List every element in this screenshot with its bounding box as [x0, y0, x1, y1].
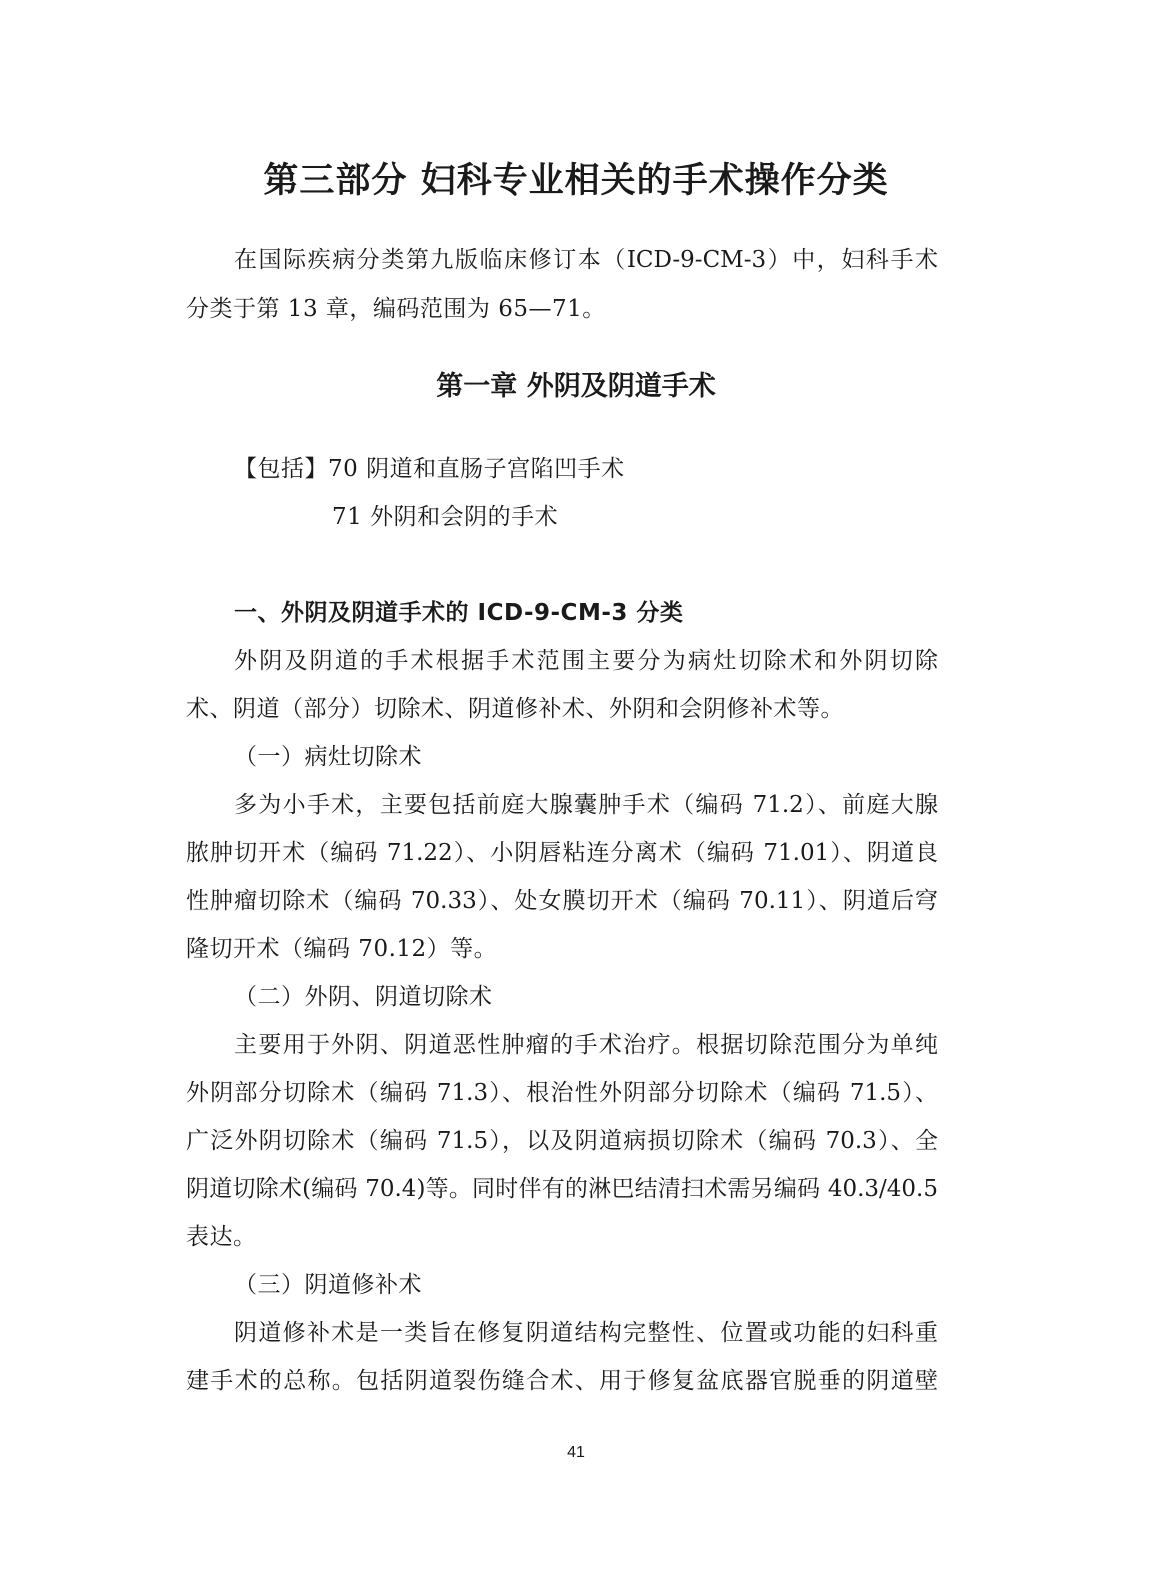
sub2-line-4: 阴道切除术(编码 70.4)等。同时伴有的淋巴结清扫术需另编码 40.3/40.5	[186, 1176, 938, 1202]
sub2-line-2: 外阴部分切除术（编码 71.3）、根治性外阴部分切除术（编码 71.5）、	[186, 1080, 938, 1106]
section-heading: 一、外阴及阴道手术的 ICD-9-CM-3 分类	[234, 600, 684, 626]
section-para-line-2: 术、阴道（部分）切除术、阴道修补术、外阴和会阴修补术等。	[186, 696, 844, 722]
include-line-1: 【包括】70 阴道和直肠子宫陷凹手术	[234, 456, 625, 482]
chapter-heading: 第一章 外阴及阴道手术	[436, 371, 716, 402]
sub1-line-3: 性肿瘤切除术（编码 70.33）、处女膜切开术（编码 70.11）、阴道后穹	[186, 888, 938, 914]
sub1-line-4: 隆切开术（编码 70.12）等。	[186, 936, 498, 962]
sub2-line-1: 主要用于外阴、阴道恶性肿瘤的手术治疗。根据切除范围分为单纯	[234, 1032, 938, 1058]
page-title: 第三部分 妇科专业相关的手术操作分类	[263, 161, 889, 201]
intro-line-2: 分类于第 13 章，编码范围为 65—71。	[186, 296, 606, 322]
sub1-line-2: 脓肿切开术（编码 71.22）、小阴唇粘连分离术（编码 71.01）、阴道良	[186, 840, 938, 866]
subsection-heading-2: （二）外阴、阴道切除术	[234, 984, 493, 1010]
sub3-line-1: 阴道修补术是一类旨在修复阴道结构完整性、位置或功能的妇科重	[234, 1320, 938, 1346]
subsection-heading-1: （一）病灶切除术	[234, 744, 422, 770]
subsection-heading-3: （三）阴道修补术	[234, 1272, 422, 1298]
sub2-line-3: 广泛外阴切除术（编码 71.5），以及阴道病损切除术（编码 70.3）、全	[186, 1128, 938, 1154]
intro-line-1: 在国际疾病分类第九版临床修订本（ICD-9-CM-3）中，妇科手术	[234, 247, 938, 273]
page-number: 41	[567, 1444, 585, 1461]
sub2-line-5: 表达。	[186, 1224, 257, 1250]
section-para-line-1: 外阴及阴道的手术根据手术范围主要分为病灶切除术和外阴切除	[234, 648, 938, 674]
include-line-2: 71 外阴和会阴的手术	[332, 504, 559, 530]
sub1-line-1: 多为小手术，主要包括前庭大腺囊肿手术（编码 71.2）、前庭大腺	[234, 792, 938, 818]
sub3-line-2: 建手术的总称。包括阴道裂伤缝合术、用于修复盆底器官脱垂的阴道壁	[186, 1368, 938, 1394]
